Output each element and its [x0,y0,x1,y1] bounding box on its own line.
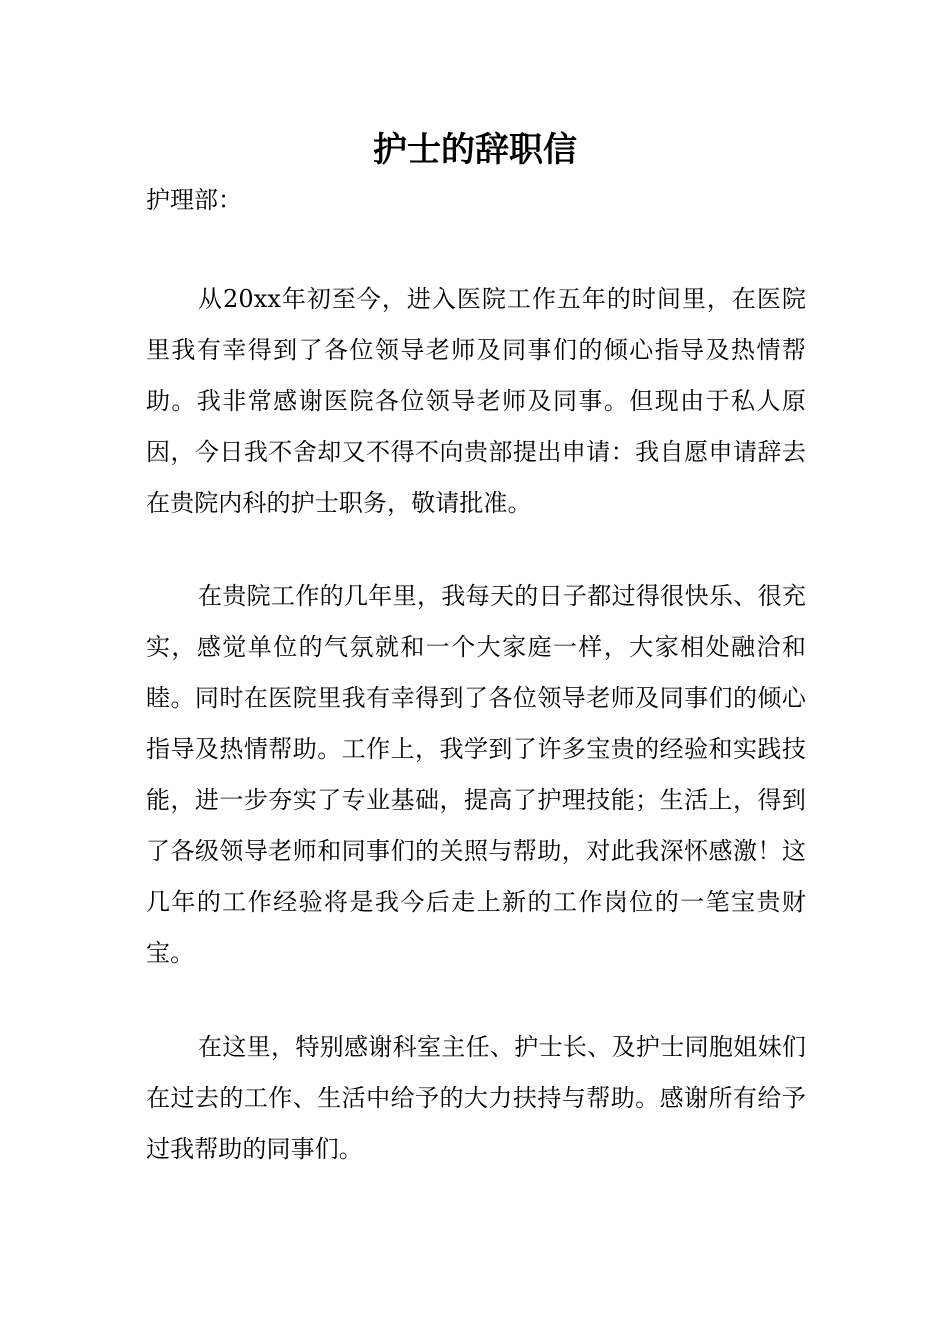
paragraph-1: 从20xx年初至今，进入医院工作五年的时间里，在医院里我有幸得到了各位领导老师及同事们的倾心指导及热情帮助。我非常感谢医院各位领导老师及同事。但现由于私人原因，今日我不舍却又不得不向贵部提出申请：我自愿申请辞去在贵院内科的护士职务，敬请批准。 [146,285,806,517]
paragraph-3: 在这里，特别感谢科室主任、护士长、及护士同胞姐妹们在过去的工作、生活中给予的大力扶持与帮助。感谢所有给予过我帮助的同事们。 [146,1033,806,1163]
paragraph-2: 在贵院工作的几年里，我每天的日子都过得很快乐、很充实，感觉单位的气氛就和一个大家庭一样，大家相处融洽和睦。同时在医院里我有幸得到了各位领导老师及同事们的倾心指导及热情帮助。工作上，我学到了许多宝贵的经验和实践技能，进一步夯实了专业基础，提高了护理技能；生活上，得到了各级领导老师和同事们的关照与帮助，对此我深怀感激！这几年的工作经验将是我今后走上新的工作岗位的一笔宝贵财宝。 [146,582,806,967]
salutation: 护理部： [146,186,242,214]
document-title: 护士的辞职信 [373,130,577,170]
